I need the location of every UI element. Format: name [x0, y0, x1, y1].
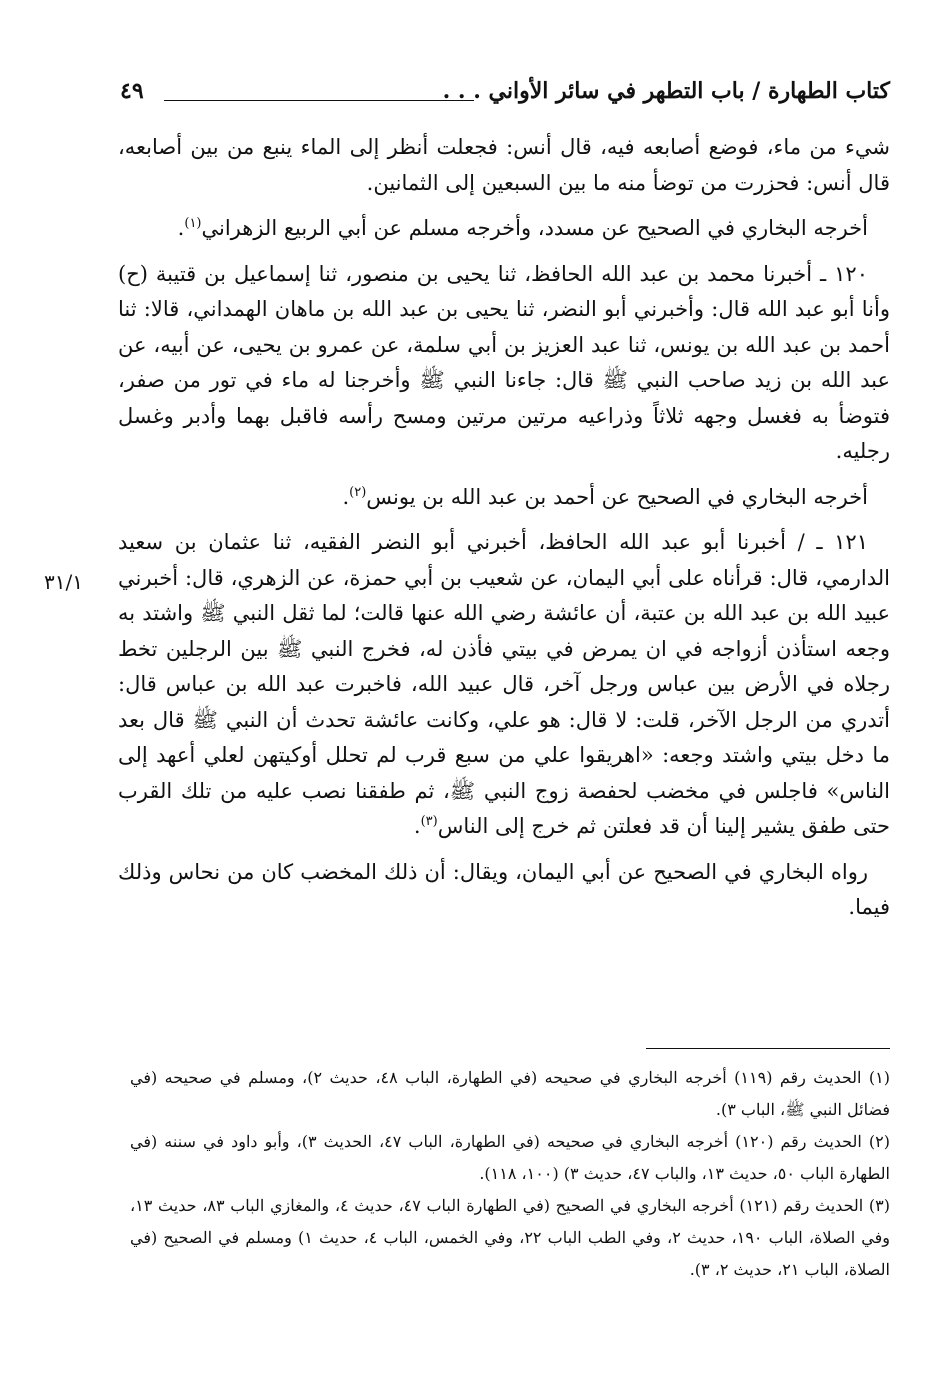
paragraph: شيء من ماء، فوضع أصابعه فيه، قال أنس: فجعلت أنظر إلى الماء ينبع من بين أصابعه، قال أنس: فحزرت من توضأ منه ما بين السبعين إلى الثمانين.	[118, 135, 890, 195]
footnotes	[130, 1062, 890, 1286]
footnote: (٣) الحديث رقم (١٢١) أخرجه البخاري في الصحيح (في الطهارة الباب ٤٧، حديث ٤، والمغازي الباب ٨٣، حديث ١٣، وفي الصلاة، الباب ١٩٠، حديث ٢، وفي الطب الباب ٢٢، وفي الخمس، الباب ٤، حديث ١) ومسلم في الصحيح (في الصلاة، الباب ٢١، حديث ٢، ٣).	[130, 1196, 891, 1279]
page-number: ٤٩	[120, 78, 144, 104]
running-title: كتاب الطهارة / باب التطهر في سائر الأواني . . .	[442, 78, 890, 104]
margin-manuscript-ref: ٣١/١	[44, 570, 83, 594]
footnote-ref: (٣)	[420, 814, 438, 829]
paragraph: أخرجه البخاري في الصحيح عن أحمد بن عبد الله بن يونس$^{(٢)}$.	[342, 484, 868, 509]
paragraph: ١٢١ ـ / أخبرنا أبو عبد الله الحافظ، أخبرني أبو النضر الفقيه، ثنا عثمان بن سعيد الدارمي، قال: قرأناه على أبي اليمان، عن شعيب بن أبي حمزة، عن الزهري، قال: أخبرني عبيد الله بن عبد الله بن عتبة، أن عائشة رضي الله عنها قالت؛ لما ثقل النبي ﷺ واشتد به وجعه استأذن أزواجه في ان يمرض في بيتي فأذن له، فخرج النبي ﷺ بين الرجلين تخط رجلاه في الأرض بين عباس ورجل آخر، قال عبيد الله، فاخبرت عبد الله بن عباس قال: أتدري من الرجل الآخر، قلت: لا قال: هو علي، وكانت عائشة تحدث أن النبي ﷺ قال بعد ما دخل بيتي واشتد وجعه: «اهريقوا علي من سبع قرب لم تحلل أوكيتهن لعلي أعهد إلى الناس» فاجلس في مخضب لحفصة زوج النبي ﷺ، ثم طفقنا نصب عليه من تلك القرب حتى طفق يشير إلينا أن قد فعلتن ثم خرج إلى الناس$^{(٣)}$.	[118, 530, 891, 838]
footnote: (٢) الحديث رقم (١٢٠) أخرجه البخاري في صحيحه (في الطهارة، الباب ٤٧، الحديث ٣)، وأبو داود في سننه (في الطهارة الباب ٥٠، حديث ١٣، والباب ٤٧، حديث ٣) (١٠٠، ١١٨).	[130, 1132, 891, 1183]
paragraph: أخرجه البخاري في الصحيح عن مسدد، وأخرجه مسلم عن أبي الربيع الزهراني$^{(١)}$.	[177, 216, 868, 240]
footnote-ref: (١)	[184, 216, 202, 231]
main-text	[118, 130, 890, 936]
footnote-separator	[646, 1048, 890, 1049]
paragraph: ١٢٠ ـ أخبرنا محمد بن عبد الله الحافظ، ثنا يحيى بن منصور، ثنا إسماعيل بن قتيبة (ح) وأنا أبو عبد الله قال: وأخبرني أبو النضر، ثنا يحيى بن عبد الله بن ماهان الهمداني، قالا: ثنا أحمد بن عبد الله بن يونس، ثنا عبد العزيز بن أبي سلمة، عن عمرو بن يحيى، عن أبيه، عن عبد الله بن زيد صاحب النبي ﷺ قال: جاءنا النبي ﷺ وأخرجنا له ماء في تور من صفر، فتوضأ به فغسل وجهه ثلاثاً وذراعيه مرتين مرتين ومسح رأسه فاقبل بهما وأدبر وغسل رجليه.	[118, 261, 890, 463]
footnote-ref: (٢)	[349, 484, 367, 500]
page-header	[120, 70, 890, 120]
header-rule	[164, 100, 474, 101]
paragraph: رواه البخاري في الصحيح عن أبي اليمان، ويقال: أن ذلك المخضب كان من نحاس وذلك فيما.	[118, 859, 890, 919]
footnote: (١) الحديث رقم (١١٩) أخرجه البخاري في صحيحه (في الطهارة، الباب ٤٨، حديث ٢)، ومسلم في صحيحه (في فضائل النبي ﷺ، الباب ٣).	[130, 1068, 890, 1119]
